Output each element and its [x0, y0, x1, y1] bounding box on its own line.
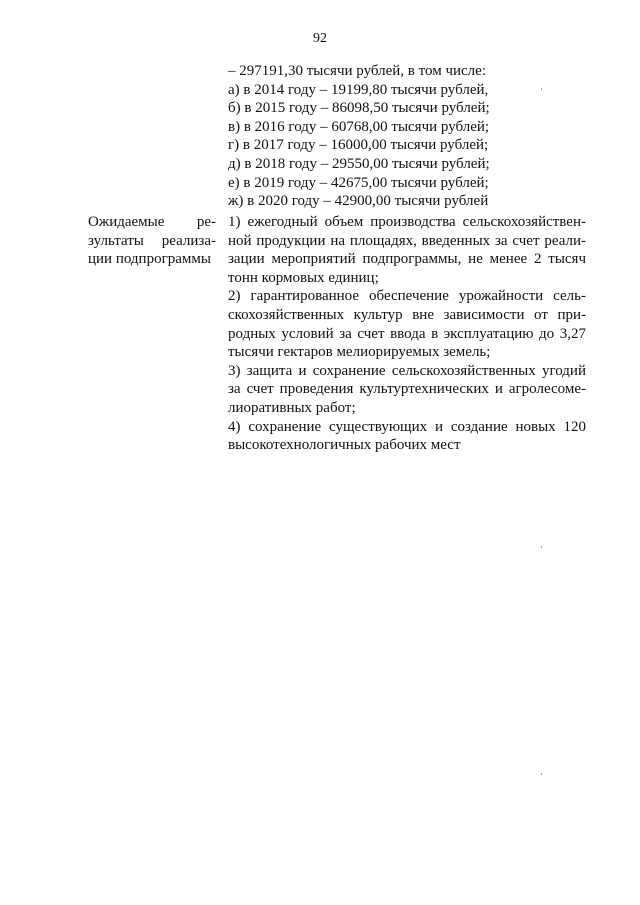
- result-line: высокотехнологичных рабочих мест: [228, 437, 461, 454]
- result-item-1: [228, 213, 586, 287]
- result-item-2: [228, 287, 586, 361]
- expected-results-label: [88, 213, 216, 269]
- result-line: 3) защита и сохранение сельскохозяйственных угодий: [228, 362, 586, 379]
- scan-speck: [541, 773, 542, 775]
- scan-speck: [541, 88, 542, 90]
- expected-results-list: [228, 213, 586, 455]
- funding-breakdown: [228, 62, 588, 211]
- result-line: родных условий за счет ввода в эксплуатацию до 3,27: [228, 325, 586, 342]
- label-line: ции подпрограммы: [88, 251, 211, 268]
- page-number: 92: [313, 31, 327, 46]
- funding-year-line: в) в 2016 году – 60768,00 тысячи рублей;: [228, 118, 490, 135]
- result-line: ной продукции на площадях, введенных за счет реали-: [228, 232, 586, 249]
- result-line: за счет проведения культуртехнических и агролесоме-: [228, 381, 586, 398]
- result-item-3: [228, 362, 586, 418]
- result-line: тонн кормовых единиц;: [228, 269, 379, 286]
- result-line: 1) ежегодный объем производства сельскохозяйствен-: [228, 214, 586, 230]
- funding-year-line: а) в 2014 году – 19199,80 тысячи рублей,: [228, 81, 489, 98]
- label-line: Ожидаемые ре-: [88, 214, 216, 230]
- result-line: 2) гарантированное обеспечение урожайности сель-: [228, 288, 586, 305]
- funding-year-line: г) в 2017 году – 16000,00 тысячи рублей;: [228, 137, 489, 154]
- result-item-4: [228, 418, 586, 455]
- label-line: зультаты реализа-: [88, 232, 216, 249]
- result-line: тысячи гектаров мелиорируемых земель;: [228, 344, 491, 361]
- funding-year-line: ж) в 2020 году – 42900,00 тысячи рублей: [228, 193, 489, 210]
- funding-year-line: б) в 2015 году – 86098,50 тысячи рублей;: [228, 100, 490, 117]
- funding-year-line: д) в 2018 году – 29550,00 тысячи рублей;: [228, 155, 490, 172]
- result-line: скохозяйственных культур вне зависимости от при-: [228, 306, 586, 323]
- funding-year-line: е) в 2019 году – 42675,00 тысячи рублей;: [228, 174, 489, 191]
- result-line: зации мероприятий подпрограммы, не менее 2 тысяч: [228, 251, 586, 268]
- result-line: лиоративных работ;: [228, 399, 356, 416]
- scan-speck: [541, 546, 542, 548]
- result-line: 4) сохранение существующих и создание новых 120: [228, 418, 586, 435]
- funding-total-line: – 297191,30 тысячи рублей, в том числе:: [228, 63, 486, 79]
